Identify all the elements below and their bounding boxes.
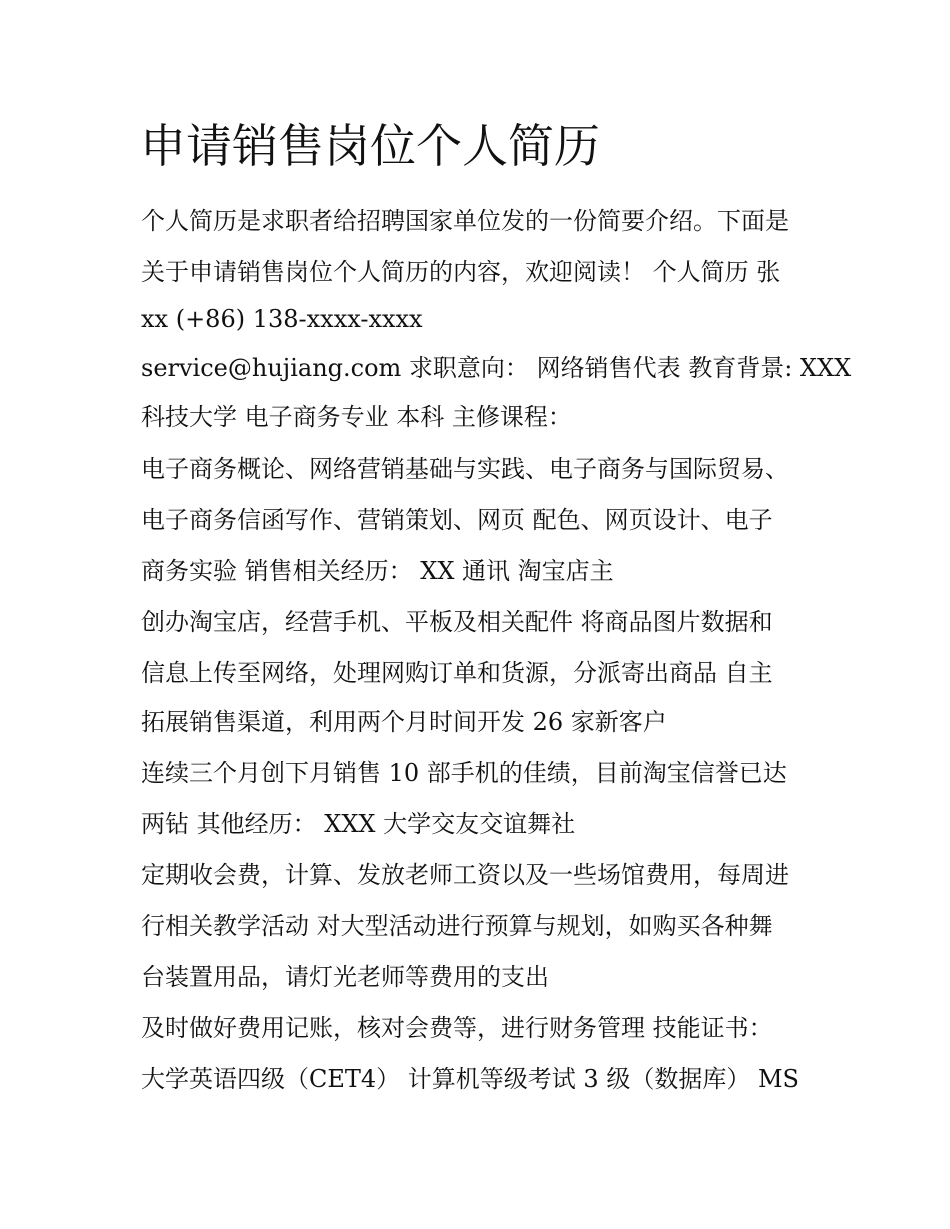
body-line-16: 台装置用品，请灯光老师等费用的支出 — [141, 963, 549, 991]
page-title: 申请销售岗位个人简历 — [140, 119, 600, 173]
body-line-10: 信息上传至网络，处理网购订单和货源，分派寄出商品 自主 — [141, 659, 773, 687]
body-line-9: 创办淘宝店，经营手机、平板及相关配件 将商品图片数据和 — [141, 608, 773, 636]
body-line-1: 个人简历是求职者给招聘国家单位发的一份简要介绍。下面是 — [141, 207, 789, 235]
body-line-13: 两钻 其他经历： XXX 大学交友交谊舞社 — [141, 810, 576, 838]
body-line-14: 定期收会费，计算、发放老师工资以及一些场馆费用，每周进 — [141, 861, 789, 889]
body-line-5: 科技大学 电子商务专业 本科 主修课程： — [141, 403, 572, 431]
body-line-17: 及时做好费用记账，核对会费等，进行财务管理 技能证书： — [141, 1014, 773, 1042]
body-line-6: 电子商务概论、网络营销基础与实践、电子商务与国际贸易、 — [141, 455, 789, 483]
body-line-4: service@hujiang.com 求职意向： 网络销售代表 教育背景: XXX — [141, 354, 852, 382]
body-line-8: 商务实验 销售相关经历： XX 通讯 淘宝店主 — [141, 557, 614, 585]
body-line-2: 关于申请销售岗位个人简历的内容，欢迎阅读！ 个人简历 张 — [141, 258, 781, 286]
body-line-12: 连续三个月创下月销售 10 部手机的佳绩，目前淘宝信誉已达 — [141, 759, 787, 787]
body-line-18: 大学英语四级（CET4） 计算机等级考试 3 级（数据库） MS — [141, 1065, 799, 1093]
body-line-15: 行相关教学活动 对大型活动进行预算与规划，如购买各种舞 — [141, 912, 773, 940]
body-line-11: 拓展销售渠道，利用两个月时间开发 26 家新客户 — [141, 708, 667, 736]
body-line-7: 电子商务信函写作、营销策划、网页 配色、网页设计、电子 — [141, 506, 773, 534]
body-line-3: xx (+86) 138-xxxx-xxxx — [141, 305, 423, 333]
